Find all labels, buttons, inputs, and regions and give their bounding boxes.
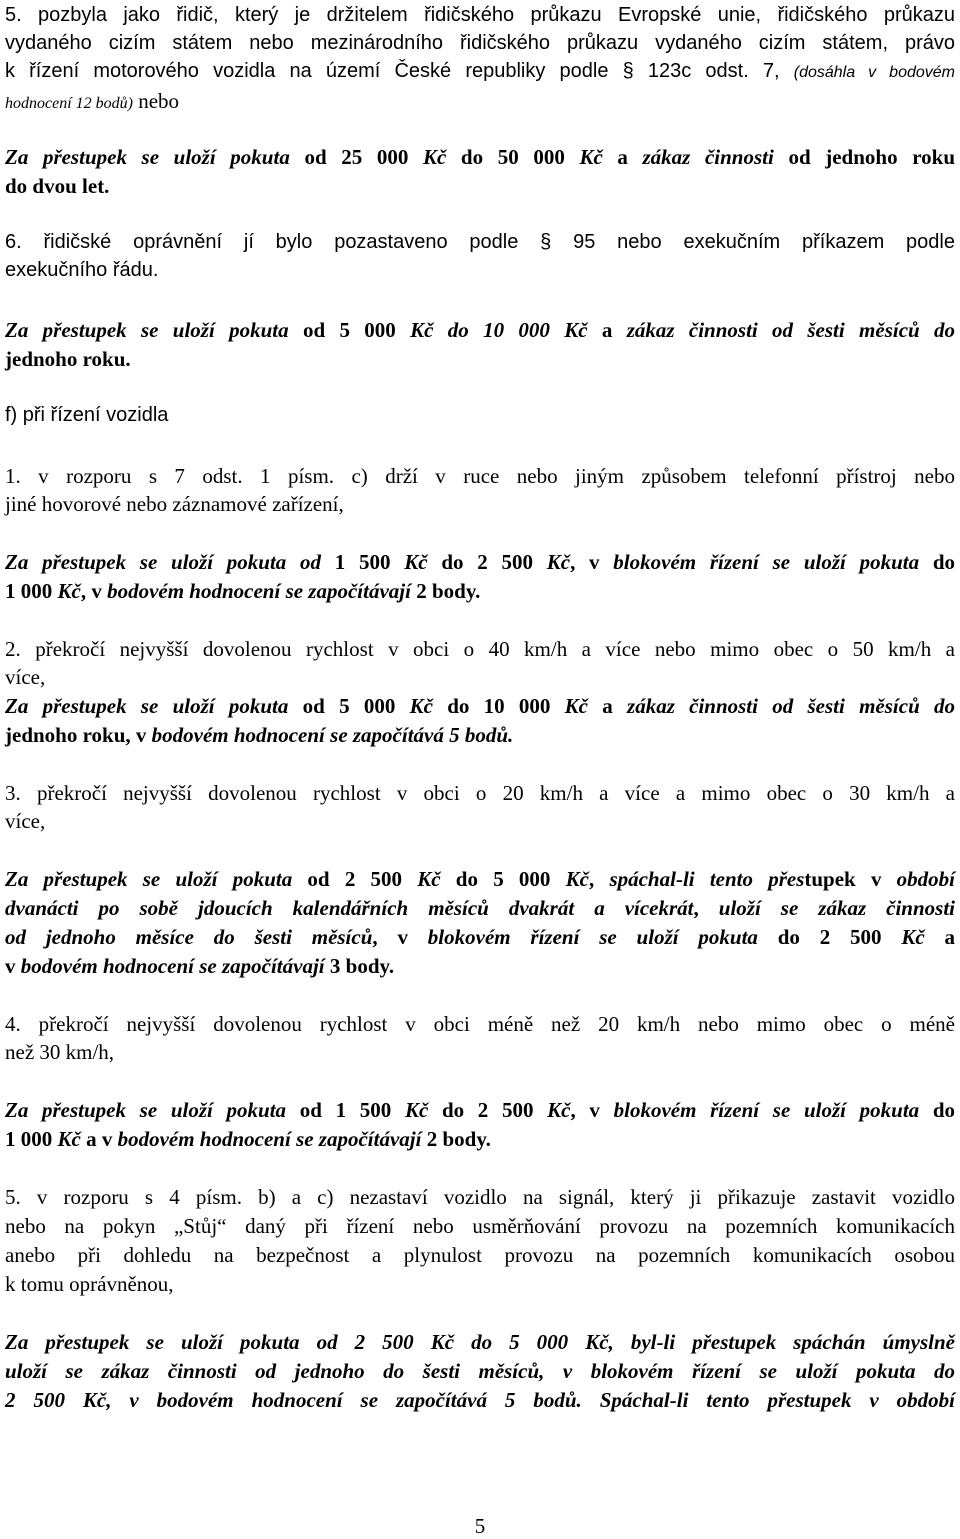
text-run: období [896,867,955,891]
text-run: , v [372,925,428,949]
text-run: Kč [565,867,589,891]
text-run: spáchal-li tento přes [609,867,805,891]
text-line [5,896,955,921]
text-run: od 5 000 [288,318,411,342]
text-run: nebo [132,89,180,113]
text-run: 3. překročí nejvyšší dovolenou rychlost v obci o 20 km/h a více a mimo obec o 30 km/h a [5,781,955,805]
text-run: nebo na pokyn „Stůj“ daný při řízení nebo usměrňování provozu na pozemních komunikacích [5,1214,955,1238]
text-line [5,259,955,282]
text-line [5,231,955,254]
text-line [5,781,955,806]
text-line [5,492,955,517]
text-run: Kč [546,550,571,574]
text-run: bodovém hodnocení se započítávají [107,579,411,603]
text-run: 1 500 [321,550,405,574]
text-run: , v [80,579,108,603]
text-run: v [5,954,21,978]
text-run: a [587,694,628,718]
text-run: Kč [404,1098,429,1122]
text-run: dvanácti po sobě jdoucích kalendářních měsíců dvakrát a vícekrát [5,896,694,920]
text-run: Kč [579,145,603,169]
text-line [5,1098,955,1123]
text-run: 1 000 [5,1127,58,1151]
text-run: Kč [57,579,81,603]
text-run: Za přestupek se uloží pokuta [5,318,289,342]
text-run: k tomu oprávněnou, [5,1272,174,1296]
text-line [5,550,955,575]
text-run: 2 body. [410,579,481,603]
text-line [5,1040,955,1065]
text-run: do dvou let. [5,174,110,198]
text-run: do 5 000 [440,867,566,891]
text-line [5,1359,955,1384]
text-run: exekučního řádu. [5,259,159,281]
text-run: zákaz činnosti od šesti měsíců do [627,694,956,718]
text-run: Kč [422,145,447,169]
text-run: blokovém řízení se uloží pokuta [613,1098,920,1122]
text-run: 2 500 Kč, v bodovém hodnocení se započítává 5 bodů. Spáchal-li tento přestupek v období [5,1388,955,1412]
text-line [5,954,955,979]
text-run: k řízení motorového vozidla na území České republiky podle § 123c odst. 7, [5,60,794,82]
text-run: a [602,145,643,169]
text-run: Za přestupek se uloží pokuta od [5,550,322,574]
text-run: od 5 000 [288,694,410,718]
text-run: 5. pozbyla jako řidič, který je držitelem řidičského průkazu Evropské unie, řidičského průkazu [5,4,955,26]
text-run: a [924,925,956,949]
text-run: od jednoho roku [773,145,956,169]
text-run: od 25 000 [289,145,423,169]
text-run: anebo při dohledu na bezpečnost a plynulost provozu na pozemních komunikacích osobou [5,1243,955,1267]
text-run: 3 body. [324,954,395,978]
text-run: blokovém řízení se uloží pokuta [613,550,920,574]
text-run: do [919,550,956,574]
text-run: do 2 500 [428,1098,548,1122]
page-number: 5 [474,1514,486,1538]
text-run: Za přestupek se uloží pokuta [5,145,290,169]
text-run: Za přestupek se uloží pokuta [5,694,289,718]
text-run: do 2 500 [427,550,547,574]
text-run: Kč [901,925,925,949]
text-line [5,464,955,489]
text-line [5,1330,955,1355]
text-line [5,89,955,114]
text-line [5,32,955,55]
text-run: f) při řízení vozidla [5,404,169,426]
text-run: a [587,318,627,342]
text-run: jednoho roku. [5,347,131,371]
text-run: Kč do 10 000 Kč [410,318,588,342]
text-line [5,1012,955,1037]
text-run: bodovém hodnocení se započítávají [20,954,325,978]
text-run: 4. překročí nejvyšší dovolenou rychlost v obci méně než 20 km/h nebo mimo obec o méně [5,1012,955,1036]
text-line [5,809,955,834]
text-run: jednoho roku, v [5,723,152,747]
text-line [5,1214,955,1239]
text-run: uloží se zákaz činnosti [718,896,956,920]
text-run: tupek v [804,867,897,891]
text-run: a v [80,1127,118,1151]
text-run: uloží se zákaz činnosti od jednoho do šesti měsíců, v blokovém řízení se uloží pokuta do [5,1359,955,1383]
text-run: Kč [417,867,441,891]
text-run: , v [570,550,614,574]
text-line [5,665,955,690]
text-line [5,1243,955,1268]
text-run: blokovém řízení se uloží pokuta [427,925,758,949]
text-run: jiné hovorové nebo záznamové zařízení, [5,492,344,516]
text-run: od 1 500 [286,1098,405,1122]
text-run: Za přestupek se uloží pokuta [5,867,293,891]
text-run: Kč [404,550,428,574]
text-run: do 2 500 [757,925,902,949]
text-run: zákaz činnosti od šesti měsíců do [626,318,956,342]
text-line [5,174,955,199]
text-run: Za přestupek se uloží pokuta od 2 500 Kč do 5 000 Kč, byl-li přestupek spáchán úmyslně [5,1330,955,1354]
text-run: do [919,1098,956,1122]
text-run: 5. v rozporu s 4 písm. b) a c) nezastaví vozidlo na signál, který ji přikazuje zastavit vozidlo [5,1185,955,1209]
text-line [5,1185,955,1210]
text-run: bodovém hodnocení se započítává 5 bodů. [151,723,514,747]
text-line [5,925,955,950]
text-line [5,4,955,27]
text-run: Kč [547,1098,571,1122]
text-run: více, [5,809,46,833]
text-run: hodnocení 12 bodů) [5,95,133,112]
text-run: , [588,867,610,891]
text-run: vydaného cizím státem nebo mezinárodního řidičského průkazu vydaného cizím státem, právo [5,32,955,54]
text-line [5,404,955,427]
text-run: Kč [57,1127,81,1151]
text-run: 2. překročí nejvyšší dovolenou rychlost v obci o 40 km/h a více nebo mimo obec o 50 km/h a [5,637,955,661]
text-run: 6. řidičské oprávnění jí bylo pozastaveno podle § 95 nebo exekučním příkazem podle [5,231,955,253]
text-run: zákaz činnosti [642,145,774,169]
text-run: Kč [564,694,588,718]
text-run: Za přestupek se uloží pokuta [5,1098,287,1122]
text-run: 2 body. [421,1127,491,1151]
text-run: 1 000 [5,579,58,603]
text-run: do 50 000 [446,145,580,169]
text-line [5,1272,955,1297]
text-run: bodovém hodnocení se započítávají [117,1127,422,1151]
text-line [5,60,955,83]
text-run: Kč [409,694,433,718]
text-run: (dosáhla v bodovém [793,64,956,81]
text-line [5,637,955,662]
text-line [5,347,955,372]
text-run: 1. v rozporu s 7 odst. 1 písm. c) drží v ruce nebo jiným způsobem telefonní přístroj nebo [5,464,955,488]
text-run: , v [570,1098,614,1122]
text-run: do 10 000 [432,694,565,718]
text-line [5,723,955,748]
text-line [5,694,955,719]
text-line [5,318,955,343]
text-run: , [693,896,719,920]
text-run: než 30 km/h, [5,1040,115,1064]
text-line [5,145,955,170]
text-line [5,1388,955,1413]
text-run: od jednoho měsíce do šesti měsíců [5,925,373,949]
text-line [5,1127,955,1152]
text-run: více, [5,665,46,689]
text-line [5,579,955,604]
text-line [5,867,955,892]
text-run: od 2 500 [292,867,418,891]
